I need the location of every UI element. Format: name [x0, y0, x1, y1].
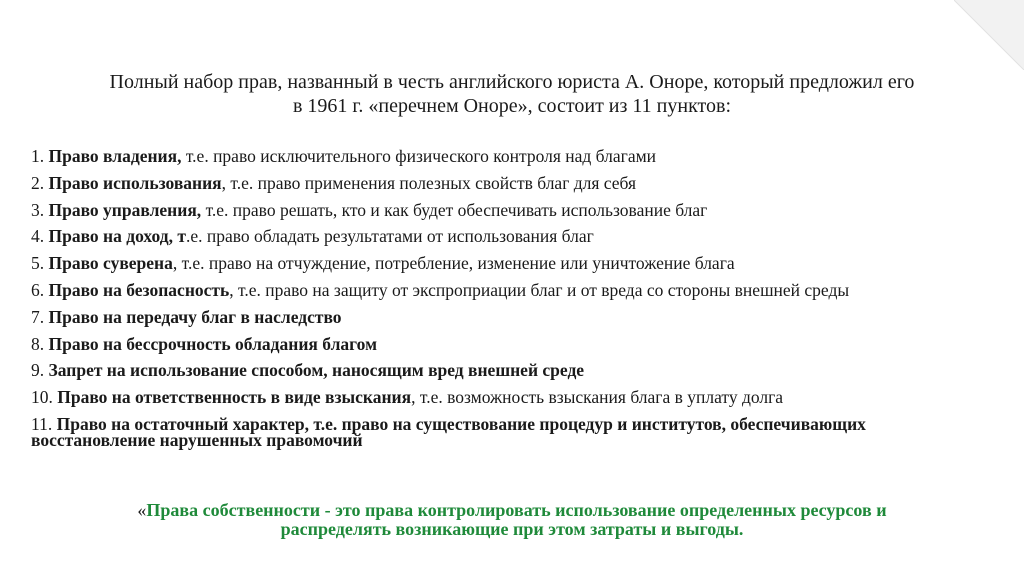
item-number: 3. [31, 199, 49, 220]
intro-line-1: Полный набор прав, названный в честь английского юриста А. Оноре, который предложил его [109, 71, 915, 93]
item-title: Право на бессрочность обладания благом [48, 333, 377, 354]
list-item [31, 199, 991, 220]
item-description: т.е. право исключительного физического контроля над благами [181, 146, 657, 166]
item-title: Право на остаточный характер, т.е. право на существование процедур и институтов, обеспечивающих восстановление нарушенных правомочий [31, 413, 866, 450]
item-title: Право использования [48, 172, 222, 193]
quote-text-line-1: Права собственности - это права контролировать использование определенных ресурсов и [146, 500, 887, 520]
item-title: Право управления, [48, 199, 202, 220]
item-description: , т.е. право на отчуждение, потребление, изменение или уничтожение блага [172, 253, 735, 274]
list-item [31, 360, 991, 381]
item-title: Право на передачу благ в наследство [48, 306, 342, 327]
item-description: , т.е. право на защиту от экспроприации благ и от вреда со стороны внешней среды [229, 279, 850, 300]
item-number: 8. [31, 333, 49, 354]
item-number: 11. [31, 413, 57, 434]
list-item [31, 306, 991, 327]
item-number: 6. [31, 279, 49, 300]
item-title: Право на ответственность в виде взыскания [57, 387, 412, 408]
item-number: 7. [31, 306, 49, 327]
list-item [31, 387, 991, 408]
quote-line-1 [20, 501, 1004, 520]
item-number: 9. [31, 360, 49, 381]
item-number: 10. [31, 387, 58, 408]
item-description: .е. право обладать результатами от использования благ [185, 226, 594, 247]
item-description: т.е. право решать, кто и как будет обеспечивать использование благ [201, 199, 708, 220]
list-item [31, 333, 991, 354]
item-number: 4. [31, 226, 49, 247]
intro-paragraph [30, 70, 994, 118]
list-item [31, 413, 991, 450]
item-title: Право на безопасность [48, 279, 230, 300]
item-title: Право владения, [48, 146, 182, 166]
onore-rights-list [31, 148, 991, 459]
list-item [31, 148, 991, 164]
item-description: , т.е. право применения полезных свойств благ для себя [221, 172, 637, 193]
list-item [31, 279, 991, 300]
item-number: 1. [31, 146, 49, 166]
item-number: 5. [31, 253, 49, 274]
quote-text-line-2: распределять возникающие при этом затраты и выгоды. [280, 519, 744, 539]
page-corner-decoration [954, 0, 1024, 70]
intro-line-2: в 1961 г. «перечнем Оноре», состоит из 11 пунктов: [292, 95, 732, 117]
list-item [31, 172, 991, 193]
item-title: Запрет на использование способом, наносящим вред внешней среде [48, 360, 585, 381]
list-item [31, 226, 991, 247]
quote-open-mark: « [137, 500, 147, 520]
item-title: Право суверена [48, 253, 173, 274]
list-item [31, 253, 991, 274]
item-title: Право на доход, т [48, 226, 186, 247]
item-description: , т.е. возможность взыскания блага в уплату долга [411, 387, 784, 408]
definition-quote [20, 501, 1004, 539]
item-number: 2. [31, 172, 49, 193]
